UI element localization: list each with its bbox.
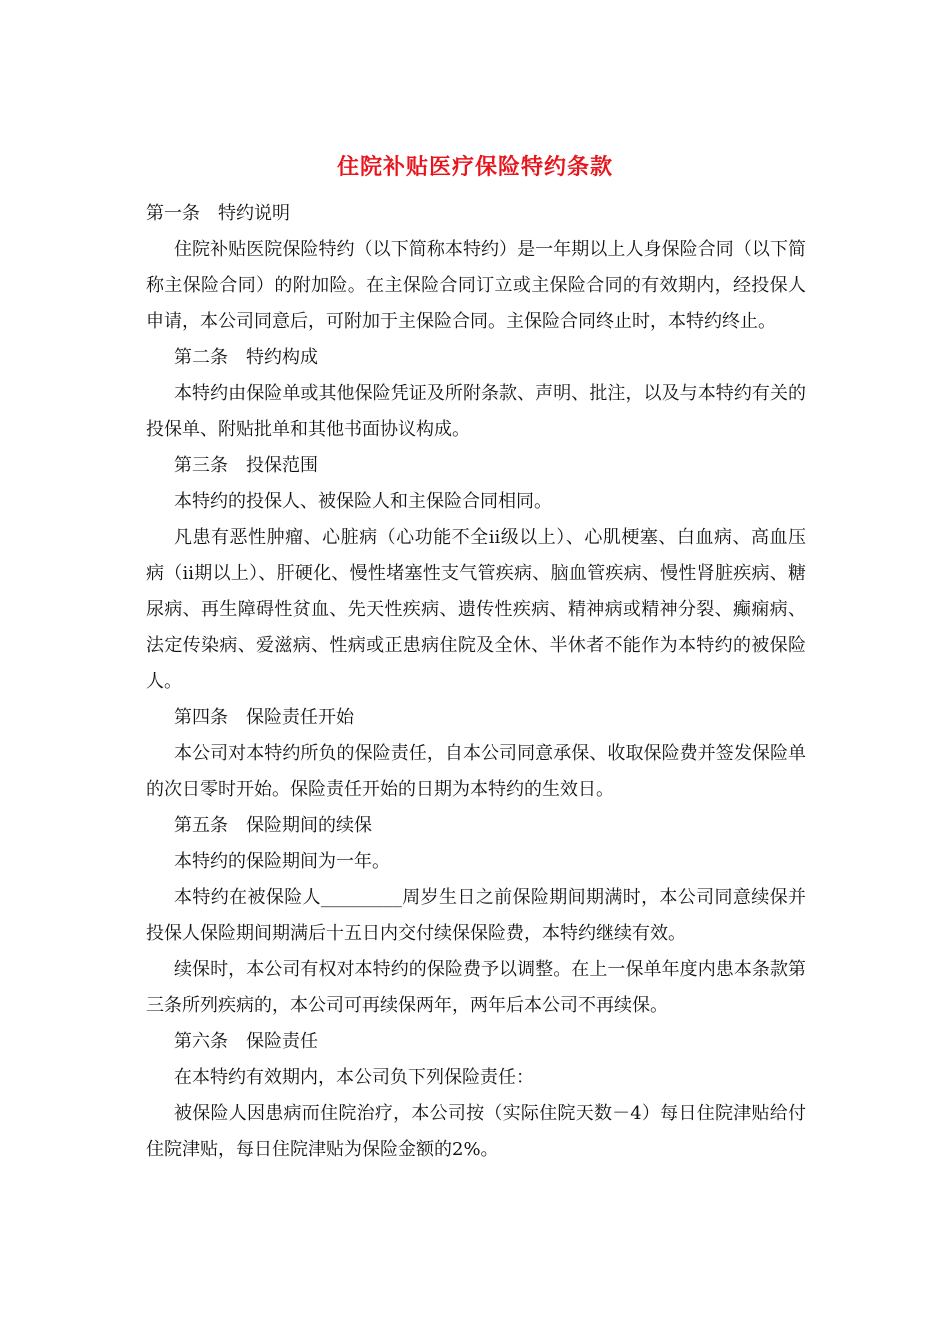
- article-6-heading: 第六条 保险责任: [174, 1031, 318, 1052]
- document-body: [146, 196, 806, 1168]
- article-4-paragraph: 本公司对本特约所负的保险责任，自本公司同意承保、收取保险费并签发保险单的次日零时开始。保险责任开始的日期为本特约的生效日。: [146, 743, 806, 800]
- article-1-heading: 第一条 特约说明: [146, 203, 290, 224]
- article-3-heading: 第三条 投保范围: [174, 455, 318, 476]
- article-5-paragraph-2: 本特约在被保险人_________周岁生日之前保险期间期满时，本公司同意续保并投保人保险期间期满后十五日内交付续保保险费，本特约继续有效。: [146, 887, 806, 944]
- article-3-paragraph-1: 本特约的投保人、被保险人和主保险合同相同。: [174, 491, 552, 512]
- document-title: 住院补贴医疗保险特约条款: [336, 155, 613, 180]
- article-1-paragraph: 住院补贴医院保险特约（以下简称本特约）是一年期以上人身保险合同（以下简称主保险合同）的附加险。在主保险合同订立或主保险合同的有效期内，经投保人申请，本公司同意后，可附加于主保险合同。主保险合同终止时，本特约终止。: [146, 239, 806, 332]
- article-3-paragraph-2: 凡患有恶性肿瘤、心脏病（心功能不全ii级以上）、心肌梗塞、白血病、高血压病（ii期以上）、肝硬化、慢性堵塞性支气管疾病、脑血管疾病、慢性肾脏疾病、糖尿病、再生障碍性贫血、先天性疾病、遗传性疾病、精神病或精神分裂、癫痫病、法定传染病、爱滋病、性病或正患病住院及全休、半休者不能作为本特约的被保险人。: [146, 527, 806, 692]
- article-6-paragraph-2: 被保险人因患病而住院治疗，本公司按（实际住院天数－4）每日住院津贴给付住院津贴，每日住院津贴为保险金额的2%。: [146, 1103, 806, 1160]
- article-5-paragraph-3: 续保时，本公司有权对本特约的保险费予以调整。在上一保单年度内患本条款第三条所列疾病的，本公司可再续保两年，两年后本公司不再续保。: [146, 959, 806, 1016]
- article-5-paragraph-1: 本特约的保险期间为一年。: [174, 851, 390, 872]
- article-4-heading: 第四条 保险责任开始: [174, 707, 354, 728]
- article-2-heading: 第二条 特约构成: [174, 347, 318, 368]
- article-5-heading: 第五条 保险期间的续保: [174, 815, 372, 836]
- article-6-paragraph-1: 在本特约有效期内，本公司负下列保险责任：: [174, 1067, 534, 1088]
- article-2-paragraph: 本特约由保险单或其他保险凭证及所附条款、声明、批注，以及与本特约有关的投保单、附贴批单和其他书面协议构成。: [146, 383, 806, 440]
